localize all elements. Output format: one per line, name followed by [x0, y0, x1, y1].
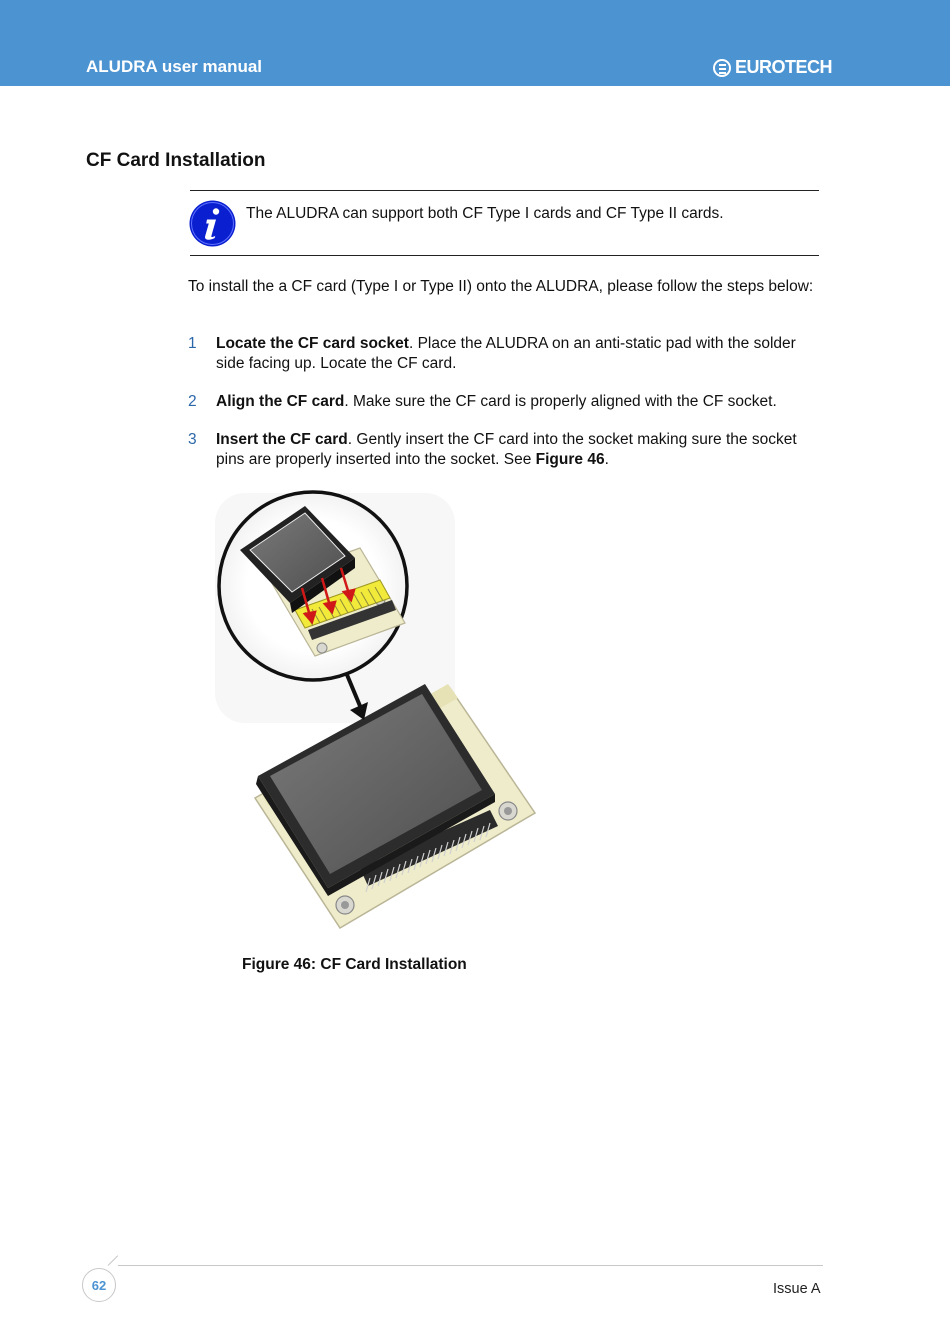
manual-title: ALUDRA user manual	[86, 57, 263, 76]
page-number: 62	[91, 1277, 107, 1293]
step-end: .	[604, 450, 609, 468]
step-body	[216, 392, 816, 412]
figure-caption: Figure 46: CF Card Installation	[242, 956, 467, 973]
note-bottom-rule	[190, 255, 819, 256]
issue-label: Issue A	[773, 1281, 821, 1297]
section-title: CF Card Installation	[86, 150, 266, 171]
cf-card-installation-figure	[210, 488, 550, 938]
step-number: 3	[188, 431, 197, 448]
info-icon	[189, 200, 236, 247]
step-body	[216, 430, 816, 469]
step-text: . Gently insert the CF card into the socket making sure the socket pins are properly inserted into the socket. See	[216, 431, 797, 468]
eurotech-logo-icon	[713, 59, 731, 77]
note-text: The ALUDRA can support both CF Type I cards and CF Type II cards.	[246, 205, 724, 222]
step-title: Insert the CF card	[216, 431, 348, 448]
zoom-detail	[219, 492, 407, 680]
step-title: Align the CF card	[216, 393, 345, 410]
figure-reference: Figure 46	[535, 450, 605, 468]
step-text: . Place the ALUDRA on an anti-static pad with the solder side facing up. Locate the CF card.	[216, 335, 796, 372]
note-top-rule	[190, 190, 819, 191]
page-header	[0, 0, 950, 86]
step-number: 1	[188, 335, 197, 352]
eurotech-logo	[713, 57, 832, 78]
step-text: . Make sure the CF card is properly aligned with the CF socket.	[344, 393, 777, 410]
step-number: 2	[188, 393, 197, 410]
step-2	[188, 392, 828, 412]
step-title: Locate the CF card socket	[216, 335, 409, 352]
page-number-badge	[82, 1268, 116, 1302]
footer-rule-slant	[108, 1255, 119, 1266]
intro-paragraph: To install the a CF card (Type I or Type II) onto the ALUDRA, please follow the steps below:	[188, 278, 814, 295]
step-body	[216, 334, 816, 373]
footer-rule	[118, 1265, 823, 1266]
step-1	[188, 334, 828, 374]
logo-text: EUROTECH	[735, 57, 833, 77]
step-3	[188, 430, 828, 470]
